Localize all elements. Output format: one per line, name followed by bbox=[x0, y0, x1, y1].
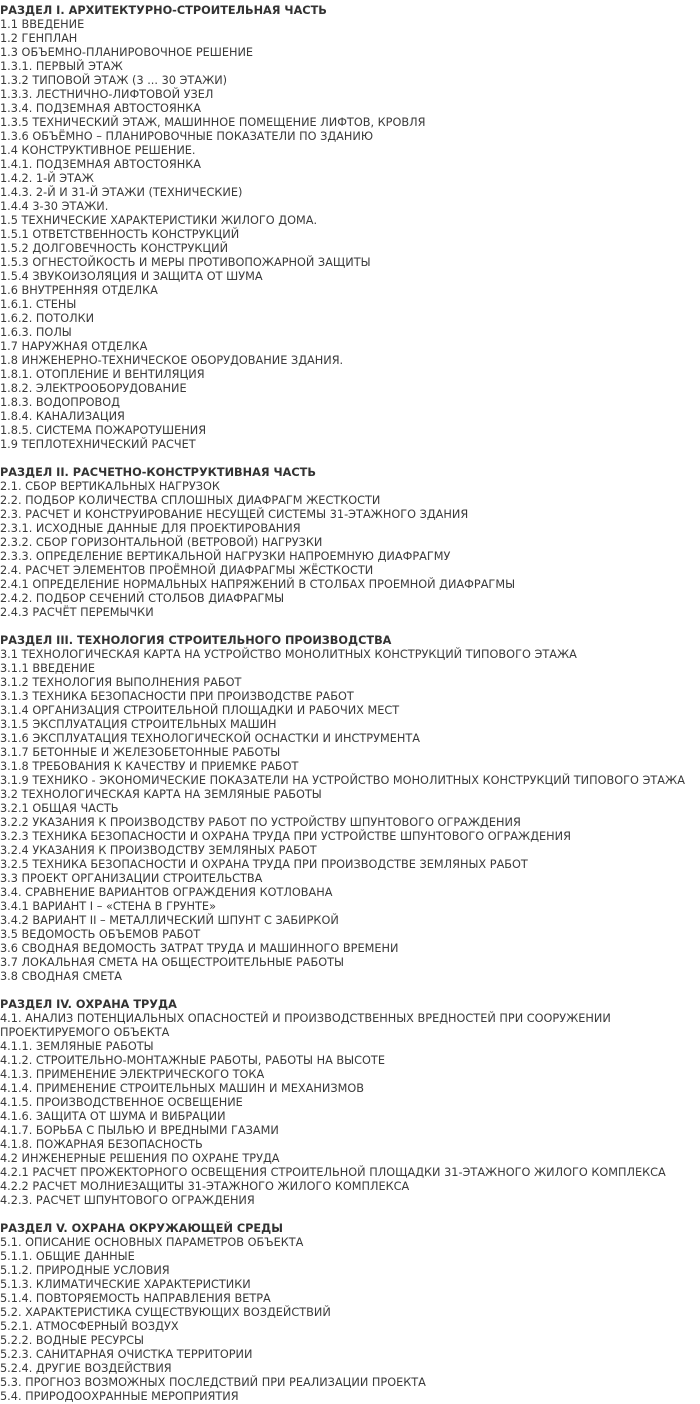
toc-item: 1.5.3 ОГНЕСТОЙКОСТЬ И МЕРЫ ПРОТИВОПОЖАРНОЙ ЗАЩИТЫ bbox=[0, 256, 371, 269]
toc-item: 3.1.4 ОРГАНИЗАЦИЯ СТРОИТЕЛЬНОЙ ПЛОЩАДКИ И РАБОЧИХ МЕСТ bbox=[0, 704, 400, 717]
toc-item: 3.6 СВОДНАЯ ВЕДОМОСТЬ ЗАТРАТ ТРУДА И МАШИННОГО ВРЕМЕНИ bbox=[0, 942, 399, 955]
toc-item: 4.1.2. СТРОИТЕЛЬНО-МОНТАЖНЫЕ РАБОТЫ, РАБОТЫ НА ВЫСОТЕ bbox=[0, 1054, 385, 1067]
toc-item: 3.7 ЛОКАЛЬНАЯ СМЕТА НА ОБЩЕСТРОИТЕЛЬНЫЕ РАБОТЫ bbox=[0, 956, 345, 969]
toc-item: 2.3. РАСЧЕТ И КОНСТРУИРОВАНИЕ НЕСУЩЕЙ СИСТЕМЫ 31-ЭТАЖНОГО ЗДАНИЯ bbox=[0, 508, 469, 521]
toc-item: 1.8 ИНЖЕНЕРНО-ТЕХНИЧЕСКОЕ ОБОРУДОВАНИЕ ЗДАНИЯ. bbox=[0, 354, 344, 367]
toc-item: 3.1 ТЕХНОЛОГИЧЕСКАЯ КАРТА НА УСТРОЙСТВО МОНОЛИТНЫХ КОНСТРУКЦИЙ ТИПОВОГО ЭТАЖА bbox=[0, 648, 577, 661]
toc-section bbox=[0, 466, 700, 620]
section-title: РАЗДЕЛ III. ТЕХНОЛОГИЯ СТРОИТЕЛЬНОГО ПРОИЗВОДСТВА bbox=[0, 634, 392, 647]
toc-item: 1.5.4 ЗВУКОИЗОЛЯЦИЯ И ЗАЩИТА ОТ ШУМА bbox=[0, 270, 263, 283]
toc-item: 1.3.5 ТЕХНИЧЕСКИЙ ЭТАЖ, МАШИННОЕ ПОМЕЩЕНИЕ ЛИФТОВ, КРОВЛЯ bbox=[0, 116, 426, 129]
toc-item: 3.2.4 УКАЗАНИЯ К ПРОИЗВОДСТВУ ЗЕМЛЯНЫХ РАБОТ bbox=[0, 844, 317, 857]
section-title: РАЗДЕЛ V. ОХРАНА ОКРУЖАЮЩЕЙ СРЕДЫ bbox=[0, 1222, 283, 1235]
toc-item: 5.1. ОПИСАНИЕ ОСНОВНЫХ ПАРАМЕТРОВ ОБЪЕКТА bbox=[0, 1236, 304, 1249]
toc-item: 1.3.3. ЛЕСТНИЧНО-ЛИФТОВОЙ УЗЕЛ bbox=[0, 88, 214, 101]
toc-item: 1.8.1. ОТОПЛЕНИЕ И ВЕНТИЛЯЦИЯ bbox=[0, 368, 205, 381]
toc-item: 1.4.2. 1-Й ЭТАЖ bbox=[0, 172, 94, 185]
toc-item: 2.4. РАСЧЕТ ЭЛЕМЕНТОВ ПРОЁМНОЙ ДИАФРАГМЫ ЖЁСТКОСТИ bbox=[0, 564, 374, 577]
toc-item: 2.4.2. ПОДБОР СЕЧЕНИЙ СТОЛБОВ ДИАФРАГМЫ bbox=[0, 592, 285, 605]
toc-item: 4.2.1 РАСЧЕТ ПРОЖЕКТОРНОГО ОСВЕЩЕНИЯ СТРОИТЕЛЬНОЙ ПЛОЩАДКИ 31-ЭТАЖНОГО ЖИЛОГО КОМПЛЕКСА bbox=[0, 1166, 666, 1179]
section-title: РАЗДЕЛ IV. ОХРАНА ТРУДА bbox=[0, 998, 177, 1011]
toc-item: 5.2.1. АТМОСФЕРНЫЙ ВОЗДУХ bbox=[0, 1320, 179, 1333]
toc-item: 3.1.9 ТЕХНИКО - ЭКОНОМИЧЕСКИЕ ПОКАЗАТЕЛИ НА УСТРОЙСТВО МОНОЛИТНЫХ КОНСТРУКЦИЙ ТИПОВОГО ЭТАЖА bbox=[0, 774, 685, 787]
toc-item: 3.2.5 ТЕХНИКА БЕЗОПАСНОСТИ И ОХРАНА ТРУДА ПРИ ПРОИЗВОДСТВЕ ЗЕМЛЯНЫХ РАБОТ bbox=[0, 858, 528, 871]
toc-item: 5.1.4. ПОВТОРЯЕМОСТЬ НАПРАВЛЕНИЯ ВЕТРА bbox=[0, 1292, 271, 1305]
toc-item: 3.1.1 ВВЕДЕНИЕ bbox=[0, 662, 96, 675]
toc-item: 1.4.3. 2-Й И 31-Й ЭТАЖИ (ТЕХНИЧЕСКИЕ) bbox=[0, 186, 243, 199]
toc-item: 4.1.3. ПРИМЕНЕНИЕ ЭЛЕКТРИЧЕСКОГО ТОКА bbox=[0, 1068, 265, 1081]
toc-item: 3.2.1 ОБЩАЯ ЧАСТЬ bbox=[0, 802, 119, 815]
toc-item: 3.2.2 УКАЗАНИЯ К ПРОИЗВОДСТВУ РАБОТ ПО УСТРОЙСТВУ ШПУНТОВОГО ОГРАЖДЕНИЯ bbox=[0, 816, 521, 829]
toc-section bbox=[0, 634, 700, 984]
toc-item: 3.3 ПРОЕКТ ОРГАНИЗАЦИИ СТРОИТЕЛЬСТВА bbox=[0, 872, 263, 885]
toc-item: 2.3.1. ИСХОДНЫЕ ДАННЫЕ ДЛЯ ПРОЕКТИРОВАНИЯ bbox=[0, 522, 301, 535]
toc-item: 5.4. ПРИРОДООХРАННЫЕ МЕРОПРИЯТИЯ bbox=[0, 1390, 239, 1403]
toc-item: 2.3.2. СБОР ГОРИЗОНТАЛЬНОЙ (ВЕТРОВОЙ) НАГРУЗКИ bbox=[0, 536, 323, 549]
toc-item: 4.1.4. ПРИМЕНЕНИЕ СТРОИТЕЛЬНЫХ МАШИН И МЕХАНИЗМОВ bbox=[0, 1082, 364, 1095]
toc-item: 2.4.1 ОПРЕДЕЛЕНИЕ НОРМАЛЬНЫХ НАПРЯЖЕНИЙ В СТОЛБАХ ПРОЕМНОЙ ДИАФРАГМЫ bbox=[0, 578, 516, 591]
toc-item: 4.1.8. ПОЖАРНАЯ БЕЗОПАСНОСТЬ bbox=[0, 1138, 203, 1151]
toc-item: 5.1.3. КЛИМАТИЧЕСКИЕ ХАРАКТЕРИСТИКИ bbox=[0, 1278, 251, 1291]
toc-item: 5.2.4. ДРУГИЕ ВОЗДЕЙСТВИЯ bbox=[0, 1362, 172, 1375]
toc-item: 4.2 ИНЖЕНЕРНЫЕ РЕШЕНИЯ ПО ОХРАНЕ ТРУДА bbox=[0, 1152, 280, 1165]
toc-item: 1.3.4. ПОДЗЕМНАЯ АВТОСТОЯНКА bbox=[0, 102, 201, 115]
toc-item: 5.3. ПРОГНОЗ ВОЗМОЖНЫХ ПОСЛЕДСТВИЙ ПРИ РЕАЛИЗАЦИИ ПРОЕКТА bbox=[0, 1376, 426, 1389]
toc-item: 3.1.3 ТЕХНИКА БЕЗОПАСНОСТИ ПРИ ПРОИЗВОДСТВЕ РАБОТ bbox=[0, 690, 354, 703]
toc-item: 1.6.3. ПОЛЫ bbox=[0, 326, 72, 339]
toc-item: 2.2. ПОДБОР КОЛИЧЕСТВА СПЛОШНЫХ ДИАФРАГМ ЖЕСТКОСТИ bbox=[0, 494, 381, 507]
toc-item: 1.3.6 ОБЪЁМНО – ПЛАНИРОВОЧНЫЕ ПОКАЗАТЕЛИ ПО ЗДАНИЮ bbox=[0, 130, 374, 143]
toc-item: 5.2.2. ВОДНЫЕ РЕСУРСЫ bbox=[0, 1334, 144, 1347]
toc-section bbox=[0, 998, 700, 1208]
toc-item: 4.2.2 РАСЧЕТ МОЛНИЕЗАЩИТЫ 31-ЭТАЖНОГО ЖИЛОГО КОМПЛЕКСА bbox=[0, 1180, 410, 1193]
toc-item: 1.6 ВНУТРЕННЯЯ ОТДЕЛКА bbox=[0, 284, 158, 297]
toc-item: 1.1 ВВЕДЕНИЕ bbox=[0, 18, 85, 31]
toc-item: 1.3 ОБЪЕМНО-ПЛАНИРОВОЧНОЕ РЕШЕНИЕ bbox=[0, 46, 254, 59]
toc-item: 5.1.1. ОБЩИЕ ДАННЫЕ bbox=[0, 1250, 135, 1263]
toc-item: 4.1.6. ЗАЩИТА ОТ ШУМА И ВИБРАЦИИ bbox=[0, 1110, 226, 1123]
toc-section bbox=[0, 1222, 700, 1404]
toc-item: 1.8.3. ВОДОПРОВОД bbox=[0, 396, 120, 409]
toc-item: 4.1.1. ЗЕМЛЯНЫЕ РАБОТЫ bbox=[0, 1040, 154, 1053]
toc-item: 1.4 КОНСТРУКТИВНОЕ РЕШЕНИЕ. bbox=[0, 144, 196, 157]
toc-item: 1.9 ТЕПЛОТЕХНИЧЕСКИЙ РАСЧЕТ bbox=[0, 438, 196, 451]
toc-item: 1.8.5. СИСТЕМА ПОЖАРОТУШЕНИЯ bbox=[0, 424, 207, 437]
toc-item: 3.4.1 ВАРИАНТ I – «СТЕНА В ГРУНТЕ» bbox=[0, 900, 216, 913]
toc-item: 3.2.3 ТЕХНИКА БЕЗОПАСНОСТИ И ОХРАНА ТРУДА ПРИ УСТРОЙСТВЕ ШПУНТОВОГО ОГРАЖДЕНИЯ bbox=[0, 830, 571, 843]
toc-item: 3.1.8 ТРЕБОВАНИЯ К КАЧЕСТВУ И ПРИЕМКЕ РАБОТ bbox=[0, 760, 299, 773]
toc-item: 4.1.5. ПРОИЗВОДСТВЕННОЕ ОСВЕЩЕНИЕ bbox=[0, 1096, 243, 1109]
toc-item: 4.1.7. БОРЬБА С ПЫЛЬЮ И ВРЕДНЫМИ ГАЗАМИ bbox=[0, 1124, 279, 1137]
toc-item: 1.5.1 ОТВЕТСТВЕННОСТЬ КОНСТРУКЦИЙ bbox=[0, 228, 240, 241]
toc-item: 2.4.3 РАСЧЁТ ПЕРЕМЫЧКИ bbox=[0, 606, 154, 619]
toc-item: 5.1.2. ПРИРОДНЫЕ УСЛОВИЯ bbox=[0, 1264, 170, 1277]
toc-item: 1.6.2. ПОТОЛКИ bbox=[0, 312, 95, 325]
toc-item: 3.1.5 ЭКСПЛУАТАЦИЯ СТРОИТЕЛЬНЫХ МАШИН bbox=[0, 718, 277, 731]
toc-item: 1.3.1. ПЕРВЫЙ ЭТАЖ bbox=[0, 60, 123, 73]
toc-item: 1.3.2 ТИПОВОЙ ЭТАЖ (3 ... 30 ЭТАЖИ) bbox=[0, 74, 228, 87]
toc-section bbox=[0, 4, 700, 452]
toc-item: 3.2 ТЕХНОЛОГИЧЕСКАЯ КАРТА НА ЗЕМЛЯНЫЕ РАБОТЫ bbox=[0, 788, 322, 801]
toc-item: 1.4.4 3-30 ЭТАЖИ. bbox=[0, 200, 109, 213]
toc-item: 4.1. АНАЛИЗ ПОТЕНЦИАЛЬНЫХ ОПАСНОСТЕЙ И ПРОИЗВОДСТВЕННЫХ ВРЕДНОСТЕЙ ПРИ СООРУЖЕНИИ ПРОЕКТИРУЕМОГО ОБЪЕКТА bbox=[0, 1012, 611, 1039]
toc-item: 5.2.3. САНИТАРНАЯ ОЧИСТКА ТЕРРИТОРИИ bbox=[0, 1348, 253, 1361]
toc-item: 3.8 СВОДНАЯ СМЕТА bbox=[0, 970, 122, 983]
toc-item: 1.5 ТЕХНИЧЕСКИЕ ХАРАКТЕРИСТИКИ ЖИЛОГО ДОМА. bbox=[0, 214, 318, 227]
toc-item: 2.1. СБОР ВЕРТИКАЛЬНЫХ НАГРУЗОК bbox=[0, 480, 220, 493]
toc-item: 1.8.4. КАНАЛИЗАЦИЯ bbox=[0, 410, 125, 423]
toc-item: 3.5 ВЕДОМОСТЬ ОБЪЕМОВ РАБОТ bbox=[0, 928, 201, 941]
toc-item: 1.8.2. ЭЛЕКТРООБОРУДОВАНИЕ bbox=[0, 382, 187, 395]
toc-item: 3.4.2 ВАРИАНТ II – МЕТАЛЛИЧЕСКИЙ ШПУНТ С ЗАБИРКОЙ bbox=[0, 914, 339, 927]
toc-item: 1.6.1. СТЕНЫ bbox=[0, 298, 77, 311]
toc-item: 3.1.7 БЕТОННЫЕ И ЖЕЛЕЗОБЕТОННЫЕ РАБОТЫ bbox=[0, 746, 281, 759]
toc-item: 1.7 НАРУЖНАЯ ОТДЕЛКА bbox=[0, 340, 148, 353]
section-title: РАЗДЕЛ II. РАСЧЕТНО-КОНСТРУКТИВНАЯ ЧАСТЬ bbox=[0, 466, 316, 479]
toc-item: 2.3.3. ОПРЕДЕЛЕНИЕ ВЕРТИКАЛЬНОЙ НАГРУЗКИ НАПРОЕМНУЮ ДИАФРАГМУ bbox=[0, 550, 451, 563]
toc-item: 3.1.6 ЭКСПЛУАТАЦИЯ ТЕХНОЛОГИЧЕСКОЙ ОСНАСТКИ И ИНСТРУМЕНТА bbox=[0, 732, 420, 745]
toc-item: 1.2 ГЕНПЛАН bbox=[0, 32, 78, 45]
toc-item: 3.4. СРАВНЕНИЕ ВАРИАНТОВ ОГРАЖДЕНИЯ КОТЛОВАНА bbox=[0, 886, 333, 899]
toc-item: 1.4.1. ПОДЗЕМНАЯ АВТОСТОЯНКА bbox=[0, 158, 201, 171]
toc-item: 4.2.3. РАСЧЕТ ШПУНТОВОГО ОГРАЖДЕНИЯ bbox=[0, 1194, 255, 1207]
section-title: РАЗДЕЛ I. АРХИТЕКТУРНО-СТРОИТЕЛЬНАЯ ЧАСТЬ bbox=[0, 4, 327, 17]
toc-item: 1.5.2 ДОЛГОВЕЧНОСТЬ КОНСТРУКЦИЙ bbox=[0, 242, 229, 255]
toc-item: 3.1.2 ТЕХНОЛОГИЯ ВЫПОЛНЕНИЯ РАБОТ bbox=[0, 676, 242, 689]
toc-item: 5.2. ХАРАКТЕРИСТИКА СУЩЕСТВУЮЩИХ ВОЗДЕЙСТВИЙ bbox=[0, 1306, 331, 1319]
